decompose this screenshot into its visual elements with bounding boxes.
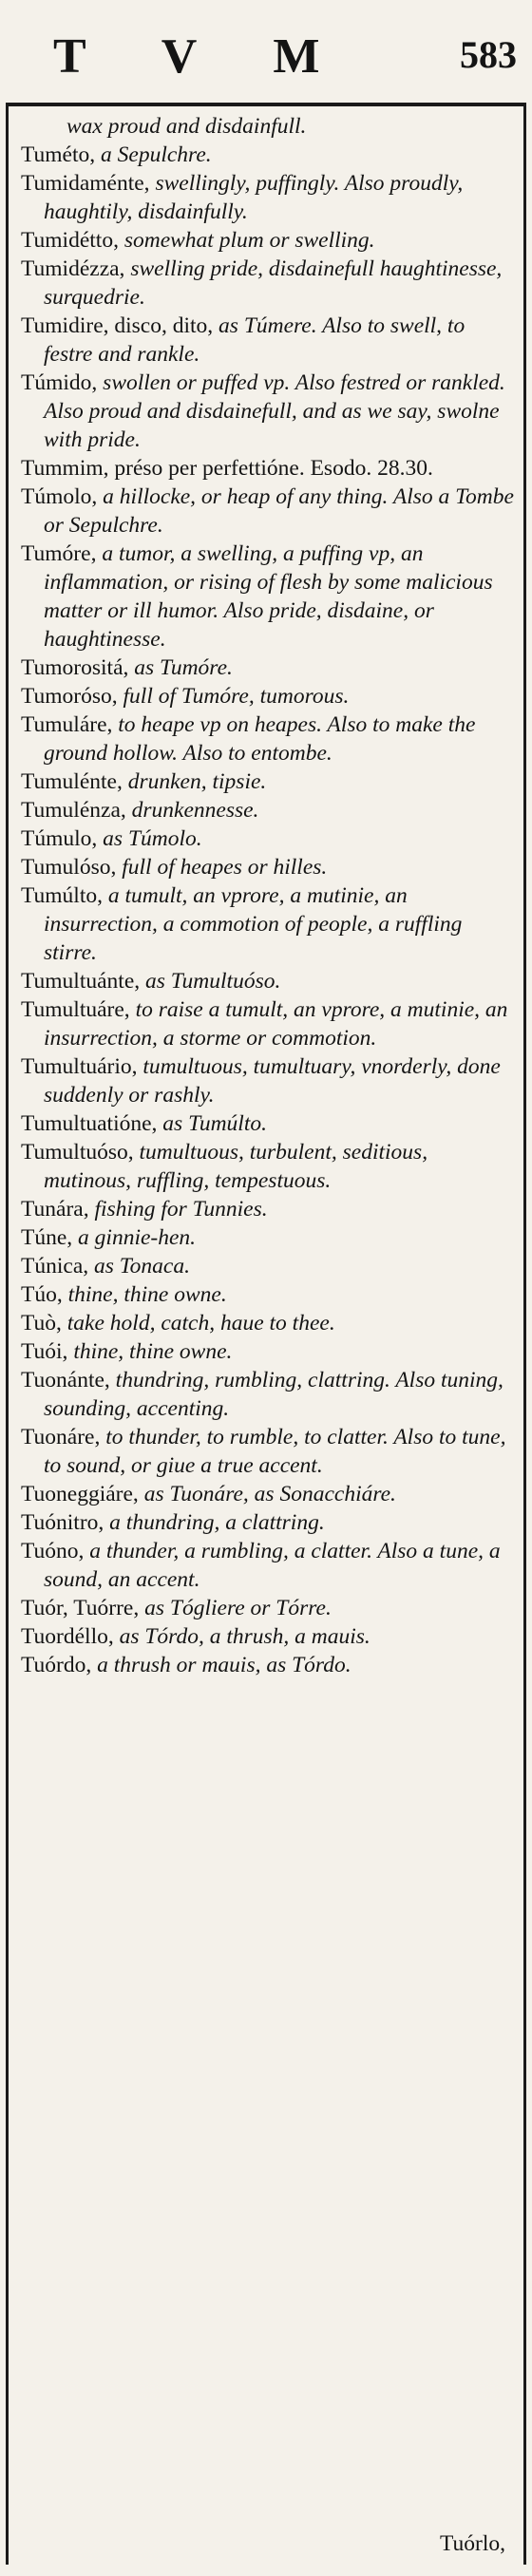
- definition: drunken, tipsie.: [122, 769, 267, 794]
- dictionary-entry: [21, 483, 515, 540]
- page-title: T V M: [53, 29, 352, 84]
- definition: swellingly, puffingly. Also proudly, haughtily, disdainfully.: [44, 171, 464, 224]
- dictionary-entry: [21, 1423, 515, 1480]
- definition: wax proud and disdainfull.: [66, 114, 307, 139]
- definition: thine, thine owne.: [67, 1339, 233, 1364]
- headword: Tumultuatióne,: [21, 1111, 158, 1136]
- definition: as Túmolo.: [97, 826, 202, 851]
- headword: Tumidaménte,: [21, 171, 150, 196]
- definition: as Tórdo, a thrush, a mauis.: [113, 1624, 370, 1649]
- dictionary-entry: [21, 1508, 515, 1537]
- catchword: Tuórlo,: [439, 2531, 505, 2556]
- dictionary-entry: [21, 767, 515, 796]
- dictionary-entry: [21, 1594, 515, 1622]
- definition: as Tonaca.: [88, 1254, 190, 1279]
- definition: tumultuous, tumultuary, vnorderly, done suddenly or rashly.: [44, 1054, 501, 1108]
- dictionary-entry: [21, 710, 515, 767]
- definition: thundring, rumbling, clattring. Also tuning, sounding, accenting.: [44, 1368, 504, 1421]
- definition: full of heapes or hilles.: [116, 855, 328, 880]
- headword: Tuóno,: [21, 1539, 85, 1563]
- headword: Tuméto,: [21, 142, 96, 167]
- definition: a thunder, a rumbling, a clatter. Also a tune, a sound, an accent.: [44, 1539, 501, 1592]
- headword: Tuónitro,: [21, 1510, 104, 1535]
- headword: Túne,: [21, 1225, 73, 1250]
- definition: somewhat plum or swelling.: [118, 228, 375, 253]
- dictionary-entry: [21, 653, 515, 682]
- dictionary-entry: [21, 967, 515, 995]
- dictionary-entry: [21, 1252, 515, 1280]
- definition: as Tumóre.: [128, 655, 233, 680]
- headword: Tunára,: [21, 1197, 89, 1222]
- definition: as Tógliere or Tórre.: [139, 1596, 332, 1620]
- definition: a thrush or mauis, as Tórdo.: [91, 1653, 352, 1677]
- headword: Tuór, Tuórre,: [21, 1596, 140, 1620]
- definition: fishing for Tunnies.: [88, 1197, 268, 1222]
- dictionary-entry: [21, 1223, 515, 1252]
- definition: full of Tumóre, tumorous.: [117, 684, 350, 709]
- headword: Tumuláre,: [21, 712, 113, 737]
- definition: as Tumultuóso.: [140, 969, 281, 994]
- running-head: [0, 0, 532, 104]
- definition: drunkennesse.: [125, 798, 259, 823]
- definition: a thundring, a clattring.: [104, 1510, 325, 1535]
- dictionary-entry: [21, 1366, 515, 1423]
- dictionary-entry: [21, 226, 515, 255]
- dictionary-entry: [21, 995, 515, 1052]
- headword: Tuonánte,: [21, 1368, 110, 1392]
- headword: Tumidézza,: [21, 256, 125, 281]
- left-rule: [6, 103, 9, 2565]
- dictionary-entry: [21, 540, 515, 653]
- headword: Tumorositá,: [21, 655, 129, 680]
- dictionary-entry: [21, 1480, 515, 1508]
- definition: swelling pride, disdainefull haughtinesse, surquedrie.: [44, 256, 503, 310]
- definition: as Tumúlto.: [157, 1111, 267, 1136]
- definition: a Sepulchre.: [95, 142, 212, 167]
- top-rule: [6, 103, 526, 106]
- headword: Túnica,: [21, 1254, 89, 1279]
- headword: Tuonáre,: [21, 1425, 101, 1449]
- headword: Tuordéllo,: [21, 1624, 114, 1649]
- definition: take hold, catch, haue to thee.: [61, 1311, 335, 1335]
- headword: Tumultuóso,: [21, 1140, 134, 1165]
- headword: Tummim, préso per perfettióne. Esodo. 28.30.: [21, 456, 433, 481]
- dictionary-entry: [21, 1337, 515, 1366]
- headword: Tumoróso,: [21, 684, 118, 709]
- right-rule: [523, 103, 526, 2565]
- dictionary-entry: [21, 1138, 515, 1195]
- headword: Tumóre,: [21, 541, 97, 566]
- definition: tumultuous, turbulent, seditious, mutinous, ruffling, tempestuous.: [44, 1140, 428, 1193]
- definition: as Tuonáre, as Sonacchiáre.: [138, 1482, 396, 1506]
- dictionary-entry: [21, 112, 515, 141]
- headword: Tumultuáre,: [21, 997, 130, 1022]
- headword: Tuórdo,: [21, 1653, 92, 1677]
- dictionary-entry: [21, 1537, 515, 1594]
- headword: Tuói,: [21, 1339, 68, 1364]
- dictionary-entry: [21, 1280, 515, 1309]
- page-number: 583: [460, 33, 517, 76]
- headword: Tuò,: [21, 1311, 62, 1335]
- headword: Tumúlto,: [21, 883, 103, 908]
- dictionary-entry: [21, 169, 515, 226]
- dictionary-entry: [21, 312, 515, 369]
- headword: Túmido,: [21, 370, 98, 395]
- definition: a tumor, a swelling, a puffing vp, an inflammation, or rising of flesh by some malicious matter or ill humor. Also pride, disdaine, or haughtinesse.: [44, 541, 493, 652]
- headword: Tumultuánte,: [21, 969, 141, 994]
- definition: to raise a tumult, an vprore, a mutinie, an insurrection, a storme or commotion.: [44, 997, 508, 1051]
- headword: Tumulóso,: [21, 855, 117, 880]
- headword: Túmulo,: [21, 826, 98, 851]
- definition: to thunder, to rumble, to clatter. Also to tune, to sound, or giue a true accent.: [44, 1425, 506, 1478]
- headword: Tumulénte,: [21, 769, 123, 794]
- dictionary-entry: [21, 853, 515, 881]
- dictionary-entry: [21, 1651, 515, 1679]
- definition: thine, thine owne.: [62, 1282, 227, 1307]
- dictionary-entry: [21, 1309, 515, 1337]
- dictionary-entry: [21, 824, 515, 853]
- dictionary-entry: [21, 1109, 515, 1138]
- definition: a hillocke, or heap of any thing. Also a Tombe or Sepulchre.: [44, 484, 514, 538]
- headword: Túo,: [21, 1282, 63, 1307]
- definition: swollen or puffed vp. Also festred or rankled. Also proud and disdainefull, and as we say, swolne with pride.: [44, 370, 505, 452]
- headword: Tumultuário,: [21, 1054, 138, 1079]
- dictionary-entry: [21, 682, 515, 710]
- headword: Tumidétto,: [21, 228, 119, 253]
- definition: a ginnie-hen.: [72, 1225, 197, 1250]
- headword: Tuoneggiáre,: [21, 1482, 139, 1506]
- dictionary-entry: [21, 1195, 515, 1223]
- dictionary-entry: [21, 881, 515, 967]
- definition: as Túmere. Also to swell, to festre and rankle.: [44, 313, 466, 367]
- headword: Tumulénza,: [21, 798, 126, 823]
- headword: Tumidire, disco, dito,: [21, 313, 214, 338]
- dictionary-entry: [21, 1622, 515, 1651]
- dictionary-entry: [21, 369, 515, 454]
- dictionary-entry: [21, 1052, 515, 1109]
- dictionary-entry: [21, 255, 515, 312]
- definition: a tumult, an vprore, a mutinie, an insurrection, a commotion of people, a ruffling stirre.: [44, 883, 463, 965]
- entry-list: [21, 112, 515, 1679]
- dictionary-entry: [21, 141, 515, 169]
- headword: Túmolo,: [21, 484, 98, 509]
- definition: to heape vp on heapes. Also to make the ground hollow. Also to entombe.: [44, 712, 476, 766]
- dictionary-entry: [21, 796, 515, 824]
- dictionary-entry: [21, 454, 515, 483]
